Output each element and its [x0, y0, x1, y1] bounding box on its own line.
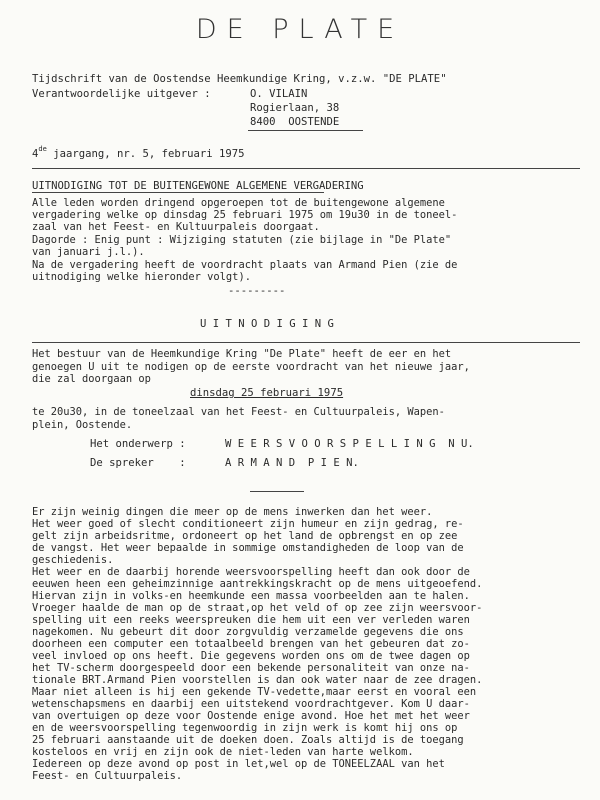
article-line: Het weer en de daarbij horende weersvoorspelling heeft dan ook door de — [32, 566, 470, 578]
article-line: kosteloos en vrij en zijn ook de niet-leden van harte welkom. — [32, 746, 414, 758]
address-underline — [248, 130, 363, 131]
meeting-line: zaal van het Feest- en Kultuurpaleis doorgaat. — [32, 221, 320, 233]
masthead-title: DE PLATE — [195, 14, 405, 45]
meeting-line: Alle leden worden dringend opgeroepen tot de buitengewone algemene — [32, 197, 445, 209]
publisher-label: Verantwoordelijke uitgever : — [32, 88, 211, 100]
article-line: van overtuigen op deze voor Oostende enige avond. Hoe het met het weer — [32, 710, 470, 722]
subject-value: W E E R S V O O R S P E L L I N G N U. — [225, 438, 474, 450]
article-line: en de weersvoorspelling tegenwoordig in zijn werk is komt hij ons op — [32, 722, 458, 734]
article-line: eeuwen heen een geheimzinnige aantrekkingskracht op de mens uitgeoefend. — [32, 578, 483, 590]
event-date: dinsdag 25 februari 1975 — [190, 387, 344, 399]
publisher-street: Rogierlaan, 38 — [250, 102, 340, 114]
meeting-line: uitnodiging welke hieronder volgt). — [32, 271, 251, 283]
invitation-line: genoegen U uit te nodigen op de eerste voordracht van het nieuwe jaar, — [32, 361, 470, 373]
article-line: wetenschapsmens en daarbij een uitstekend voordrachtgever. Kom U daar- — [32, 698, 470, 710]
article-line: Maar niet alleen is hij een gekende TV-vedette,maar eerst en vooral een — [32, 686, 477, 698]
subject-label: Het onderwerp : — [90, 438, 186, 450]
meeting-line: vergadering welke op dinsdag 25 februari 1975 om 19u30 in de toneel- — [32, 209, 458, 221]
invitation-line: te 20u30, in de toneelzaal van het Feest- en Cultuurpaleis, Wapen- — [32, 406, 445, 418]
meeting-line: Dagorde : Enig punt : Wijziging statuten (zie bijlage in "De Plate" — [32, 234, 452, 246]
article-line: spelling uit een reeks weerspreuken die hem uit een ver verleden waren — [32, 614, 470, 626]
issue-details: jaargang, nr. 5, februari 1975 — [53, 148, 245, 160]
article-line: veel invloed op ons heeft. Die gegevens worden ons om de twee dagen op — [32, 650, 470, 662]
invitation-rule — [32, 342, 580, 343]
article-line: doorheen een computer een totaalbeeld brengen van het gebeuren dat zo- — [32, 638, 470, 650]
invitation-title: U I T N O D I G I N G — [200, 318, 334, 330]
section-divider — [32, 168, 580, 169]
invitation-line: plein, Oostende. — [32, 419, 133, 431]
publisher-name: O. VILAIN — [250, 88, 308, 100]
article-line: 25 februari aanstaande uit de doeken doen. Zoals altijd is de toegang — [32, 734, 464, 746]
meeting-title-underline — [32, 192, 324, 193]
article-line: Het weer goed of slecht conditioneert zijn humeur en zijn gedrag, re- — [32, 518, 464, 530]
header-line: Tijdschrift van de Oostendse Heemkundige Kring, v.z.w. "DE PLATE" — [32, 73, 447, 85]
article-line: geschiedenis. — [32, 554, 114, 566]
meeting-line: van januari j.l.). — [32, 246, 145, 258]
article-line: Iedereen op deze avond op post in let,wel op de TONEELZAAL van het — [32, 758, 445, 770]
meeting-title: UITNODIGING TOT DE BUITENGEWONE ALGEMENE VERGADERING — [32, 180, 364, 192]
article-line: tionale BRT.Armand Pien voorstellen is dan ook water naar de zee dragen. — [32, 674, 483, 686]
speaker-label: De spreker : — [90, 457, 186, 469]
article-line: Vroeger haalde de man op de straat,op het veld of op zee zijn weersvoor- — [32, 602, 483, 614]
article-line: Er zijn weinig dingen die meer op de mens inwerken dan het weer. — [32, 506, 433, 518]
article-line: nagekomen. Nu gebeurt dit door zorgvuldig verzamelde gegevens die ons — [32, 626, 464, 638]
issue-line — [32, 143, 245, 160]
article-line: Hiervan zijn in volks-en heemkunde een massa voorbeelden aan te halen. — [32, 590, 470, 602]
speaker-value: A R M A N D P I E N. — [225, 457, 359, 469]
article-divider — [250, 491, 304, 492]
issue-superscript: de — [38, 145, 47, 153]
article-line: het TV-scherm doorgespeeld door een bekende personaliteit van onze na- — [32, 662, 470, 674]
invitation-line: die zal doorgaan op — [32, 373, 151, 385]
issue-number: 4 — [32, 148, 39, 160]
invitation-line: Het bestuur van de Heemkundige Kring "De Plate" heeft de eer en het — [32, 348, 452, 360]
publisher-city: 8400 OOSTENDE — [250, 116, 340, 128]
article-line: Feest- en Cultuurpaleis. — [32, 770, 183, 782]
article-line: de vangst. Het weer bepaalde in sommige omstandigheden de loop van de — [32, 542, 464, 554]
article-line: gelt zijn arbeidsritme, ordoneert op het land de opbrengst en op zee — [32, 530, 458, 542]
meeting-divider: --------- — [228, 285, 286, 297]
meeting-line: Na de vergadering heeft de voordracht plaats van Armand Pien (zie de — [32, 259, 458, 271]
